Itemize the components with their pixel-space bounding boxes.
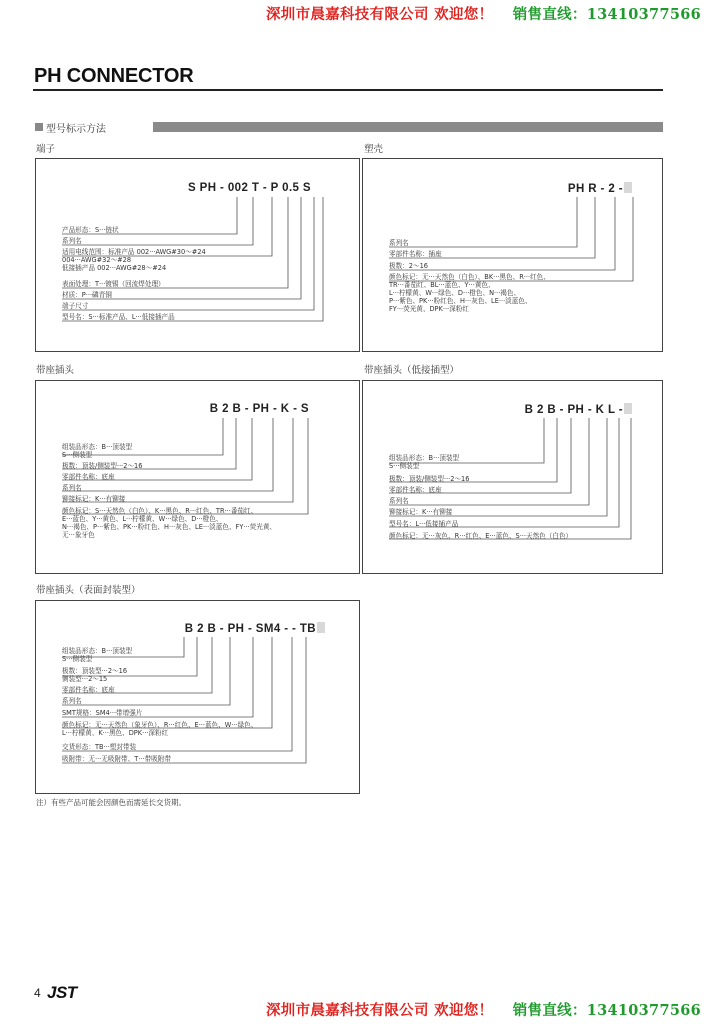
legend-text: 颜色标记：无···灰色、R···红色、E···蓝色、S···天然色（白色） [389,532,573,540]
legend-text: E···蓝色、Y···黄色、L···柠檬黄、W···绿色、D···橙色、 [62,515,223,523]
legend-text: 组装品形态：B···顶装型 [62,443,133,451]
legend-row [62,686,115,694]
legend-row [62,697,82,705]
legend-text: 颜色标记：S···天然色（白色）、K···黑色、R···红色、TR···番茄红、 [62,507,258,515]
legend-text: L···柠檬黄、K···黑色、DPK···深粉红 [62,729,169,737]
company-name: 深圳市晨嘉科技有限公司 [265,6,429,23]
legend-text: 系列名 [62,697,82,705]
legend-row [389,250,442,258]
legend-text: P···紫色、PK···粉红色、H···灰色、LE···淡蓝色、 [389,297,532,305]
legend-text: 极数：顶装型···2～16 [62,667,128,675]
panel-housing [362,158,663,352]
legend-text: 组装品形态：B···顶装型 [389,454,460,462]
legend-text: 极数：2～16 [389,262,428,270]
legend-row [62,291,112,299]
footnote: 注）有些产品可能会因颜色而需延长交货期。 [36,798,186,807]
panel-caption-header: 带座插头 [36,365,75,376]
legend-text: SMT规格：SM4···带增强片 [62,709,143,717]
legend-row [62,473,115,481]
legend-text: 零部件名称：插座 [389,250,442,258]
legend-text: 表面处理：T···镀锡（回流焊处理） [62,280,165,288]
legend-text: 组装品形态：B···顶装型 [62,647,133,655]
section-bar-fill [153,122,663,132]
part-code-text: B 2 B - PH - K - S [209,403,309,415]
legend-text: 零部件名称：底座 [62,473,115,481]
legend-text: 低接插产品 002···AWG#28～#24 [62,264,167,272]
legend-row [389,532,572,540]
legend-text: 侧装型···2～15 [62,675,108,683]
legend-text: 产品形态：S···链状 [62,226,119,234]
legend-row [389,262,428,270]
legend-text: 零部件名称：底座 [389,486,442,494]
legend-row [62,721,257,737]
legend-row [62,484,82,492]
legend-row [62,462,142,470]
legend-text: 吸附带：无···无吸附带、T···带吸附带 [62,755,171,763]
legend-row [62,709,142,717]
legend-text: S···侧装型 [62,655,93,663]
legend-row [62,302,88,310]
panel-header [35,380,360,574]
legend-row [389,508,452,516]
legend-text: 铆接标记：K···有铆接 [389,508,453,516]
legend-row [62,667,127,683]
top-banner [266,3,701,24]
legend-row [62,237,82,245]
panel-header-low [362,380,663,574]
legend-row [389,273,550,313]
panel-caption-header-smt: 带座插头（表面封装型） [36,585,141,596]
legend-text: N···褐色、P···紫色、PK···粉红色、H···灰色、LE···淡蓝色、FY···荧光黄、 [62,523,277,531]
legend-text: 系列名 [389,239,409,247]
legend-text: 型号名：L···低接插产品 [389,520,459,528]
sales-hotline: 销售直线：13410377566 [512,1002,701,1019]
panel-caption-terminal: 端子 [36,144,56,155]
legend-row [62,248,206,272]
panel-caption-header-low: 带座插头（低接插型） [364,365,460,376]
title-divider [33,89,663,91]
legend-text: 型号名：S···标准产品、L···低接插产品 [62,313,175,321]
legend-row [62,755,171,763]
legend-text: 极数：顶装/侧装型···2～16 [389,475,470,483]
legend-text: S···侧装型 [389,462,420,470]
panel-caption-housing: 塑壳 [364,144,384,155]
legend-text: 交货形态：TB···塑封带装 [62,743,137,751]
legend-text: L···柠檬黄、W···绿色、D···橙色、N···褐色、 [389,289,521,297]
legend-text: S···侧装型 [62,451,93,459]
legend-row [62,226,119,234]
legend-text: 端子尺寸 [62,302,89,310]
legend-text: 颜色标记：无···天然色（象牙色）、R···红色、E···蓝色、W···绿色、 [62,721,258,729]
legend-text: 零部件名称：底座 [62,686,115,694]
legend-row [62,443,132,459]
section-title: 型号标示方法 [46,120,110,135]
part-code-text: PH R - 2 - [567,183,623,195]
legend-row [389,454,459,470]
section-square-icon [35,123,43,131]
section-header [35,121,663,133]
welcome-text: 欢迎您！ [434,6,494,23]
legend-row [62,507,276,539]
legend-row [62,280,165,288]
legend-text: 无···象牙色 [62,531,95,539]
legend-text: 材质：P···磷青铜 [62,291,112,299]
panel-header-smt [35,600,360,794]
legend-row [389,486,442,494]
bottom-banner [266,999,701,1020]
legend-text: FY···荧光黄、DPK···深粉红 [389,305,469,313]
panel-terminal [35,158,360,352]
legend-row [389,239,409,247]
part-code-text: B 2 B - PH - SM4 - - TB [184,623,316,635]
legend-row [62,495,125,503]
legend-row [62,743,136,751]
part-code-text: B 2 B - PH - K L - [524,404,623,416]
legend-text: 适用电线范围：标准产品 002···AWG#30～#24 [62,248,206,256]
legend-text: 系列名 [62,484,82,492]
company-name: 深圳市晨嘉科技有限公司 [265,1002,429,1019]
jst-logo: JST [47,983,77,1002]
legend-text: 极数：顶装/侧装型···2～16 [62,462,143,470]
legend-row [62,647,132,663]
callout-lines-header-smt [36,601,359,793]
legend-row [62,313,175,321]
legend-row [389,520,458,528]
legend-row [389,475,469,483]
legend-text: 铆接标记：K···有铆接 [62,495,126,503]
legend-text: 颜色标记：无···天然色（白色）、BK···黑色、R···红色、 [389,273,550,281]
welcome-text: 欢迎您！ [434,1002,494,1019]
legend-text: 系列名 [389,497,409,505]
legend-text: 系列名 [62,237,82,245]
legend-text: 004···AWG#32～#28 [62,256,132,264]
sales-hotline: 销售直线：13410377566 [512,6,701,23]
part-code-text: S PH - 002 T - P 0.5 S [188,182,311,194]
legend-row [389,497,409,505]
legend-text: TR···番茄红、BL···蓝色、Y···黄色、 [389,281,495,289]
page-title: PH CONNECTOR [34,65,194,87]
page-number: 4 [34,986,41,1000]
